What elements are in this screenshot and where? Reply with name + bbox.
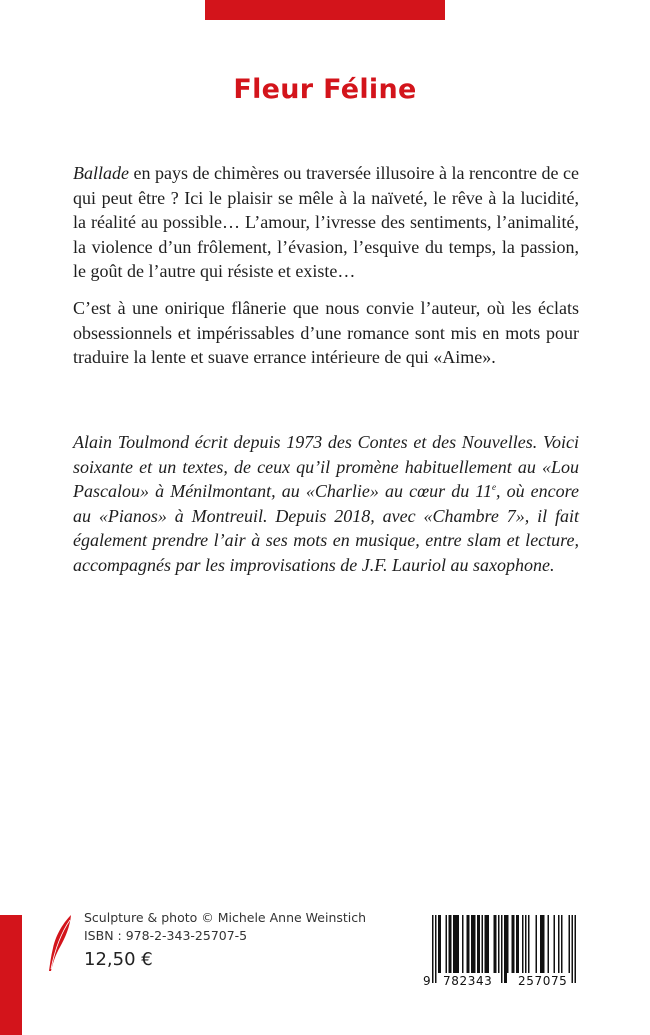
blurb-italic-word: Ballade bbox=[73, 163, 129, 183]
barcode-right-digits: 257075 bbox=[518, 974, 568, 988]
side-accent-bar bbox=[0, 915, 22, 1035]
blurb-paragraph-1-text: en pays de chimères ou traversée illusoire à la rencontre de ce qui peut être ? Ici le plaisir se mêle à la naïveté, le rêve à la lucidité, la réalité au possible… L’amour, l’ivresse des sentiments, l’animalité, la violence d’un frôlement, l’évasion, l’esquive du temps, la passion, le goût de l’autre qui résiste et existe… bbox=[73, 163, 579, 281]
book-title: Fleur Féline bbox=[233, 74, 417, 105]
photo-credit: Sculpture & photo © Michele Anne Weinstich bbox=[84, 910, 367, 925]
isbn-text: ISBN : 978-2-343-25707-5 bbox=[84, 928, 248, 943]
barcode-first-digit: 9 bbox=[423, 974, 432, 988]
price-text: 12,50 € bbox=[84, 949, 153, 970]
top-accent-bar bbox=[205, 0, 445, 20]
blurb-paragraph-1 bbox=[73, 161, 579, 284]
author-bio bbox=[73, 430, 579, 577]
blurb-paragraph-2: C’est à une onirique flânerie que nous convie l’auteur, où les éclats obsessionnels et impérissables d’une romance sont mis en mots pour traduire la lente et suave errance intérieure de qui «Aime». bbox=[73, 298, 579, 367]
author-bio-text-2: , où encore au «Pianos» à Montreuil. Depuis 2018, avec «Chambre 7», il fait également prendre l’air à ses mots en musique, entre slam et lecture, accompagnés par les improvisations de J.F. Lauriol au saxophone. bbox=[73, 481, 579, 575]
barcode-left-digits: 782343 bbox=[443, 974, 493, 988]
credits-block bbox=[84, 909, 366, 975]
author-bio-text-1: Alain Toulmond écrit depuis 1973 des Contes et des Nouvelles. Voici soixante et un textes, de ceux qu’il promène habituellement au «Lou Pascalou» à Ménilmontant, au «Charlie» au cœur du 11 bbox=[73, 432, 579, 501]
feather-quill-icon bbox=[48, 914, 74, 972]
author-bio-superscript: e bbox=[491, 482, 496, 492]
